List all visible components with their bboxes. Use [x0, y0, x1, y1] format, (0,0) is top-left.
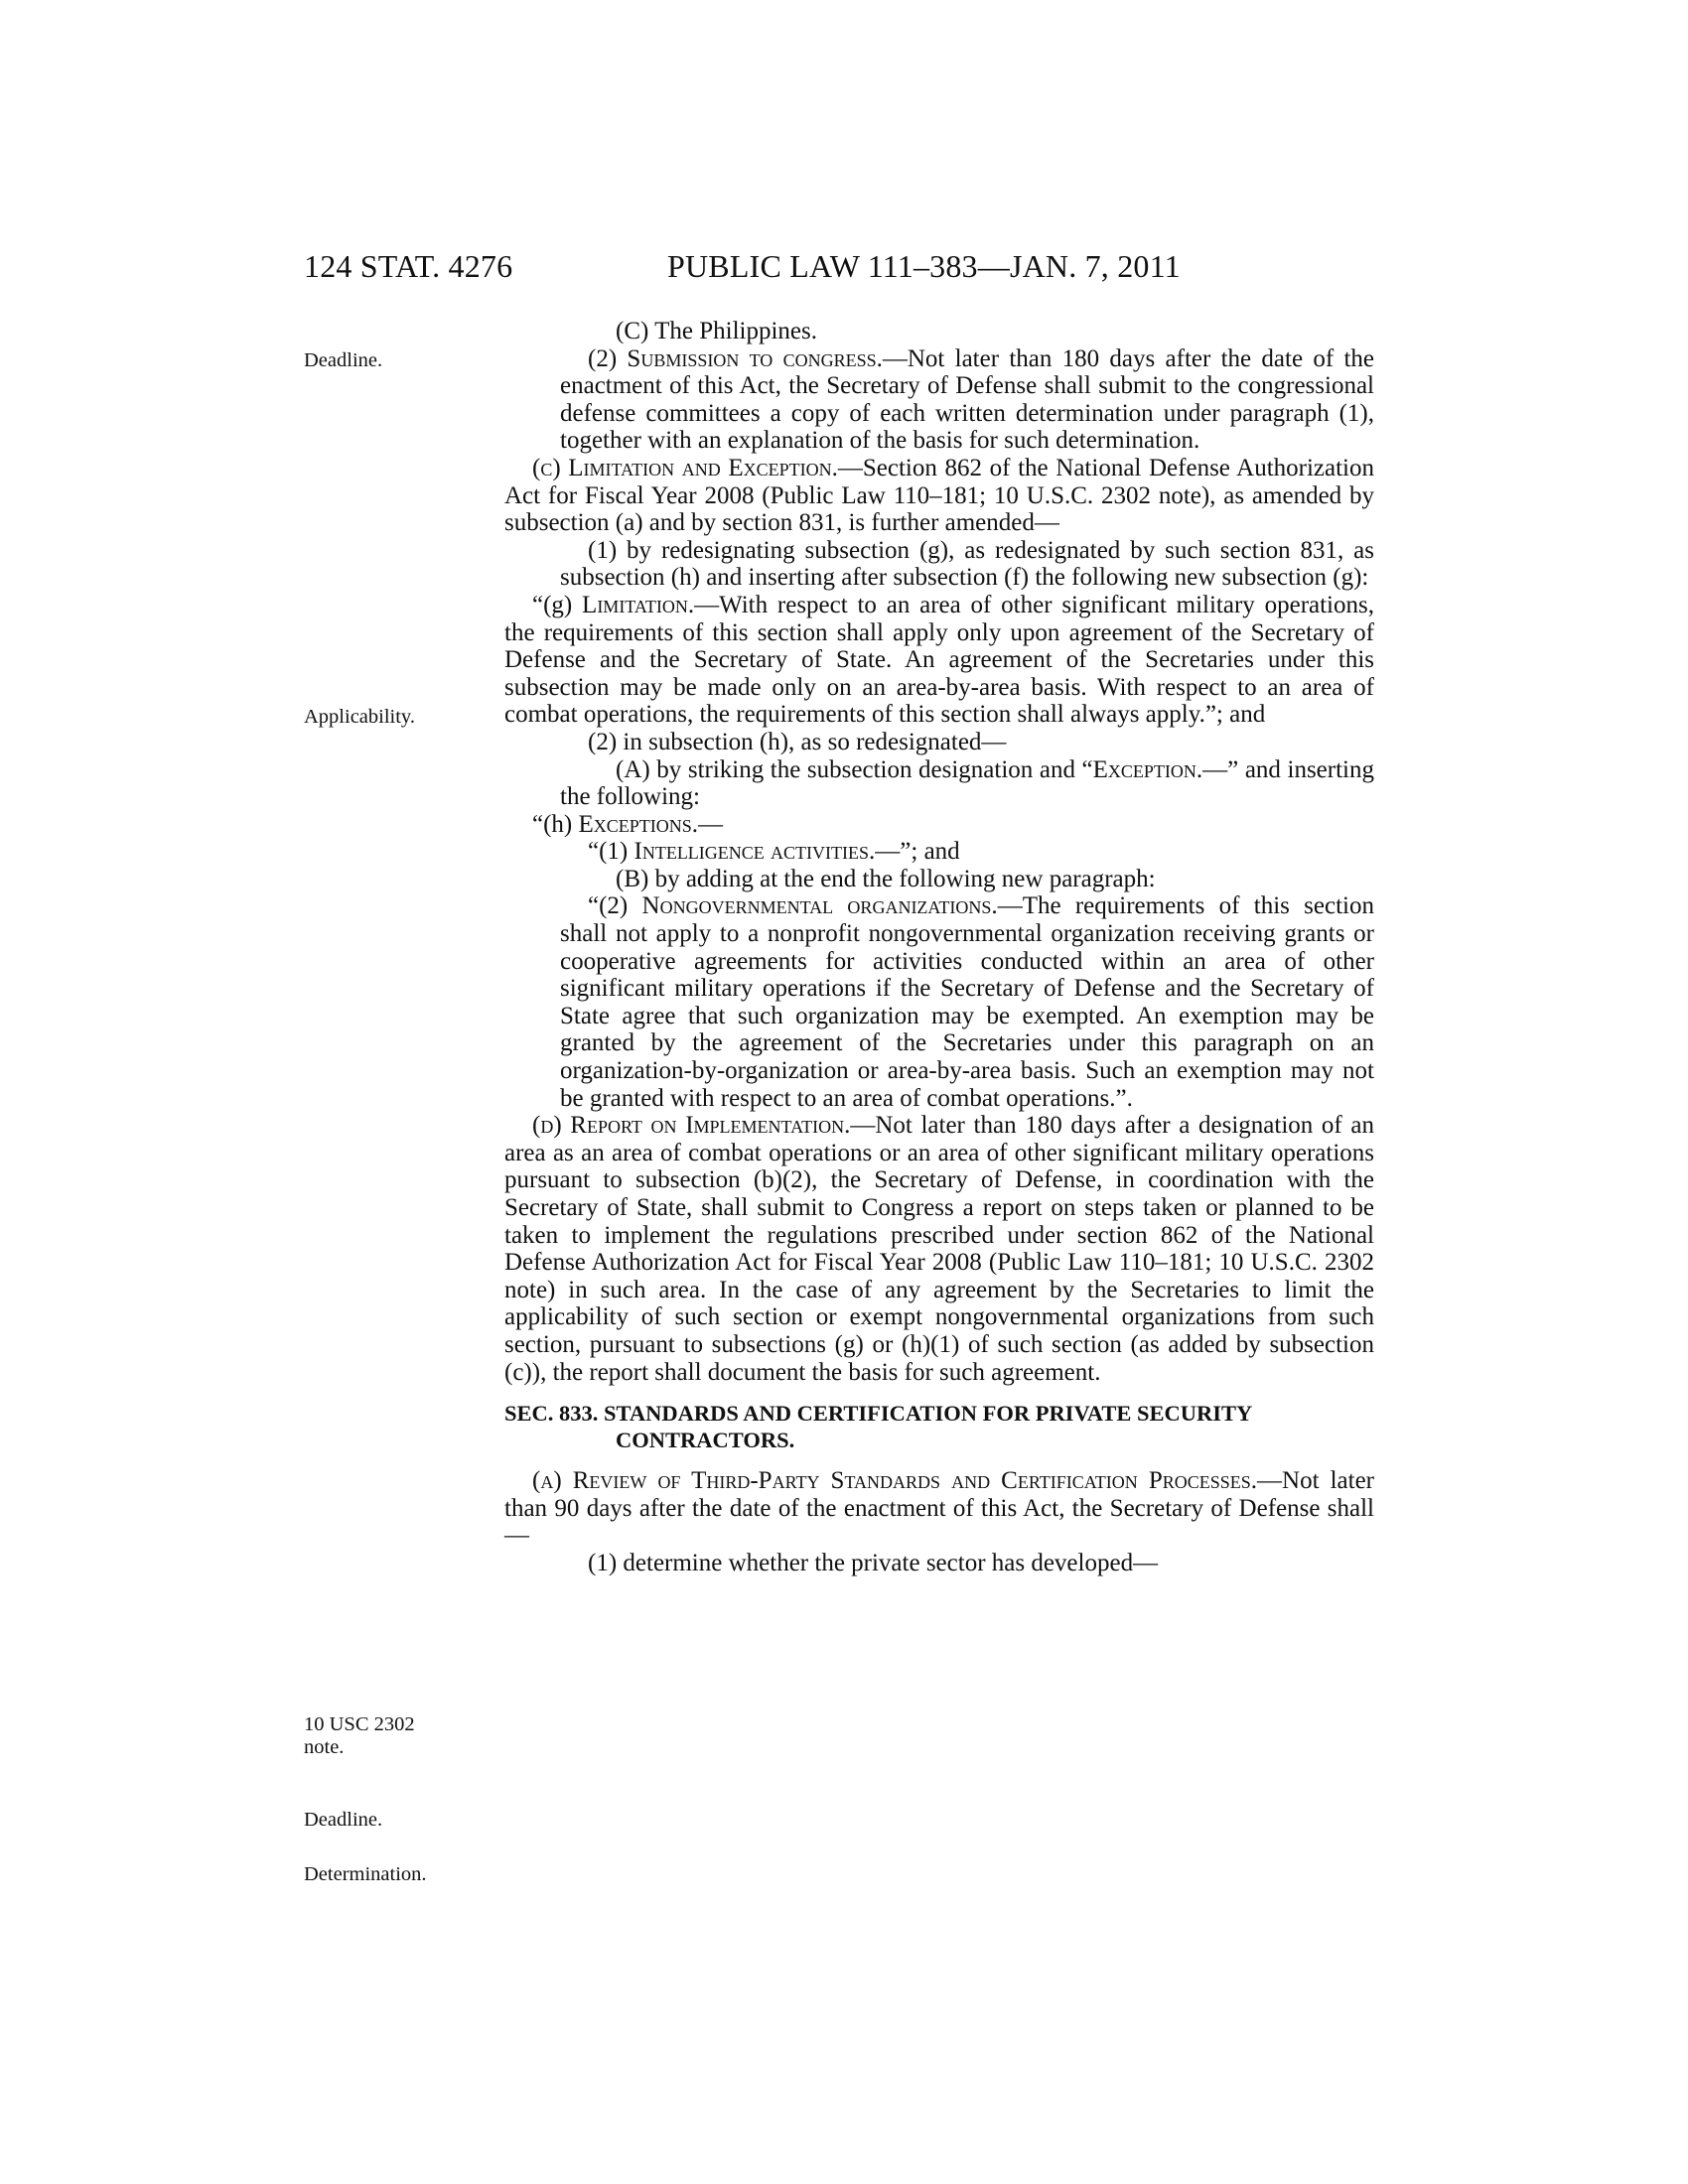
margin-note-deadline-2: Deadline. [304, 1809, 383, 1831]
paragraph: (2) in subsection (h), as so redesignated— [588, 728, 1007, 755]
paragraph-text: (A) by striking the subsection designation and “ [616, 755, 1093, 783]
paragraph-heading: (c) Limitation and Exception. [532, 454, 838, 481]
quote-prefix: “(1) [588, 838, 634, 866]
paragraph-text: —Not later than 180 days after the date of the enactment of this Act, the Secretary of Defense shall submit to the congressional defense committees a copy of each written determination under paragraph (1), together with an explanation of the basis for such determination. [560, 344, 1374, 455]
paragraph: (C) The Philippines. [616, 318, 818, 344]
paragraph-text: —Not later than 180 days after a designation of an area as an area of combat operations or an area of other significant military operations pursuant to subsection (b)(2), the Secretary of Defense, in coordination with the Secretary of State, shall submit to Congress a report on steps taken or planned to be taken to implement the regulations prescribed under section 862 of the National Defense Authorization Act for Fiscal Year 2008 (Public Law 110–181; 10 U.S.C. 2302 note) in such area. In the case of any agreement by the Secretaries to limit the applicability of such section or exempt nongovernmental organizations from such section, pursuant to subsections (g) or (h)(1) of such section (as added by subsection (c)), the report shall document the basis for such agreement. [504, 1112, 1375, 1386]
paragraph [504, 1467, 1374, 1550]
paragraph-heading: (2) Submission to congress. [588, 344, 883, 372]
paragraph-heading: Intelligence activities. [633, 838, 876, 866]
margin-note-usc-line1: 10 USC 2302 [304, 1713, 415, 1735]
paragraph: “(1) Intelligence activities.—”; and [588, 838, 960, 866]
paragraph-heading: (a) Review of Third-Party Standards and Certification Processes. [532, 1467, 1258, 1495]
paragraph-text: —The requirements of this section shall not apply to a nonprofit nongovernmental organization receiving grants or cooperative agreements for activities conducted within an area of other significant military operations if the Secretary of Defense and the Secretary of State agree that such organization may be exempted. An exemption may be granted by the agreement of the Secretaries under this paragraph on an organization-by-organization or area-by-area basis. Such an exemption may not be granted with respect to an area of combat operations.”. [560, 892, 1374, 1112]
paragraph-heading: (d) Report on Implementation. [532, 1112, 851, 1140]
paragraph-text: —Section 862 of the National Defense Authorization Act for Fiscal Year 2008 (Public Law 110–181; 10 U.S.C. 2302 note), as amended by subsection (a) and by section 831, is further amended— [504, 454, 1375, 537]
paragraph: “(h) Exceptions.— [532, 810, 724, 838]
paragraph-heading: Limitation. [582, 591, 695, 618]
paragraph: (B) by adding at the end the following new paragraph: [616, 865, 1156, 892]
section-heading [504, 1400, 1374, 1453]
paragraph-text: —Not later than 90 days after the date of the enactment of this Act, the Secretary of Defense shall— [504, 1467, 1374, 1550]
paragraph-heading: Nongovernmental organizations. [641, 892, 998, 920]
paragraph: (1) by redesignating subsection (g), as redesignated by such section 831, as subsection (h) and inserting after subsection (f) the following new subsection (g): [560, 536, 1374, 592]
paragraph [504, 345, 1374, 455]
section-heading-line2: CONTRACTORS. [616, 1428, 795, 1453]
paragraph: (1) determine whether the private sector has developed— [588, 1549, 1159, 1576]
margin-note-usc [304, 1713, 415, 1759]
margin-note-determination: Determination. [304, 1863, 427, 1885]
paragraph [504, 756, 1374, 811]
running-header: PUBLIC LAW 111–383—JAN. 7, 2011 [667, 248, 1181, 284]
margin-note-usc-line2: note. [304, 1736, 345, 1758]
paragraph [504, 1112, 1374, 1386]
section-heading-line1: SEC. 833. STANDARDS AND CERTIFICATION FOR PRIVATE SECURITY [504, 1401, 1253, 1427]
document-body [504, 318, 1374, 1577]
paragraph-text: —” and inserting the following: [560, 755, 1374, 811]
margin-note-deadline: Deadline. [304, 349, 383, 371]
paragraph-heading: Exceptions. [578, 810, 699, 838]
paragraph-heading: Exception. [1092, 755, 1203, 783]
paragraph [504, 892, 1374, 1112]
margin-note-applicability: Applicability. [304, 706, 415, 728]
quote-prefix: “(g) [532, 591, 583, 618]
stat-citation: 124 STAT. 4276 [304, 248, 513, 284]
quote-prefix: “(2) [588, 892, 642, 920]
paragraph-text: —With respect to an area of other significant military operations, the requirements of this section shall apply only upon agreement of the Secretary of Defense and the Secretary of State. An agreement of the Secretaries under this subsection may be made only on an area-by-area basis. With respect to an area of combat operations, the requirements of this section shall always apply.”; and [504, 591, 1374, 729]
quote-prefix: “(h) [532, 810, 579, 838]
paragraph [504, 592, 1374, 729]
paragraph [504, 455, 1374, 537]
